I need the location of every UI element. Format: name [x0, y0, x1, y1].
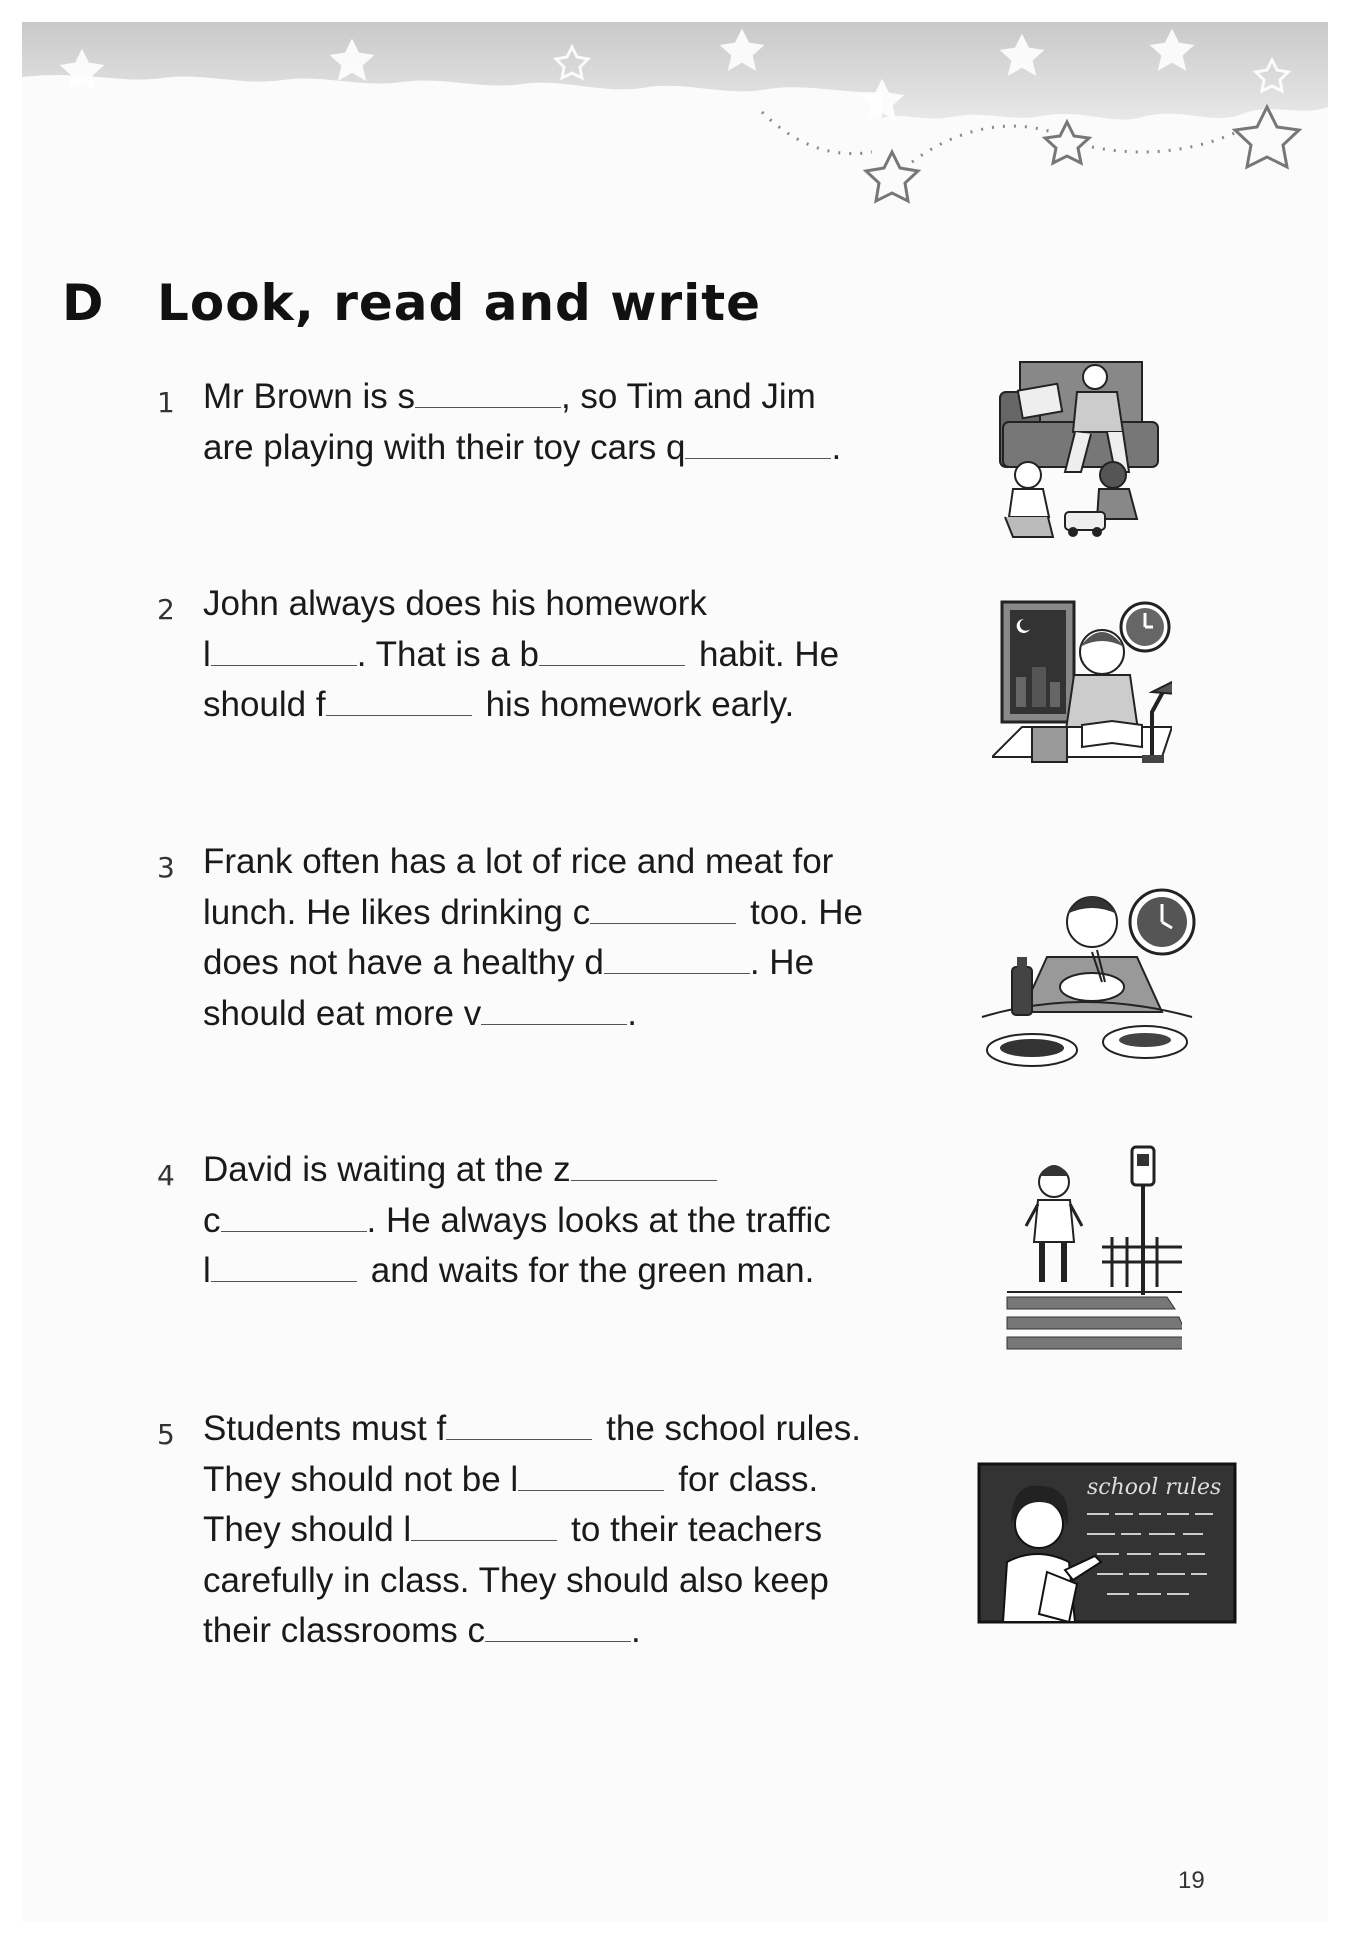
question-line: carefully in class. They should also keep — [203, 1560, 829, 1600]
question-line: David is waiting at the z — [203, 1145, 943, 1196]
question-line: John always does his homework — [203, 584, 707, 623]
answer-blank[interactable] — [571, 1150, 717, 1181]
question-line: Frank often has a lot of rice and meat for — [203, 842, 834, 881]
question-line: are playing with their toy cars q . — [203, 427, 842, 467]
worksheet-page — [22, 22, 1328, 1922]
question-number: 4 — [157, 1159, 175, 1192]
question-line: l and waits for the green man. — [203, 1251, 815, 1290]
question-number: 1 — [157, 386, 175, 419]
answer-blank[interactable] — [685, 428, 831, 459]
question-1 — [157, 372, 937, 482]
question-line: their classrooms c . — [203, 1611, 641, 1650]
question-line: l . That is a b habit. He — [203, 634, 840, 674]
question-line: Mr Brown is s , so Tim and Jim — [203, 377, 816, 416]
question-line: c . He always looks at the traffic — [203, 1200, 831, 1240]
answer-blank[interactable] — [411, 1510, 557, 1541]
answer-blank[interactable] — [446, 1409, 592, 1440]
question-line: does not have a healthy d . He — [203, 943, 815, 982]
teacher-school-rules-board-icon — [977, 1462, 1237, 1624]
answer-blank[interactable] — [211, 1251, 357, 1282]
answer-blank[interactable] — [485, 1611, 631, 1642]
board-title: school rules — [1087, 1475, 1222, 1500]
answer-blank[interactable] — [221, 1201, 367, 1232]
section-letter: D — [62, 274, 104, 332]
answer-blank[interactable] — [539, 635, 685, 666]
answer-blank[interactable] — [590, 893, 736, 924]
question-line: lunch. He likes drinking c too. He — [203, 892, 863, 932]
question-3 — [157, 837, 937, 1047]
question-line: should f his homework early. — [203, 685, 795, 724]
answer-blank[interactable] — [481, 994, 627, 1025]
answer-blank[interactable] — [518, 1460, 664, 1491]
boy-eating-lunch-icon — [977, 862, 1197, 1072]
boy-at-zebra-crossing-icon — [1002, 1142, 1182, 1372]
question-4 — [157, 1145, 937, 1305]
answer-blank[interactable] — [604, 943, 750, 974]
question-2 — [157, 579, 937, 739]
question-line: should eat more v . — [203, 993, 637, 1033]
answer-blank[interactable] — [326, 685, 472, 716]
page-number: 19 — [1178, 1867, 1205, 1894]
question-line: They should not be l for class. — [203, 1459, 819, 1499]
question-number: 3 — [157, 851, 175, 884]
answer-blank[interactable] — [415, 377, 561, 408]
stars-cloud-banner-icon — [22, 22, 1328, 222]
question-5 — [157, 1404, 937, 1664]
question-number: 2 — [157, 593, 175, 626]
boy-doing-homework-at-night-icon — [992, 597, 1172, 769]
question-number: 5 — [157, 1418, 175, 1451]
question-line: They should l to their teachers — [203, 1510, 823, 1549]
section-title: Look, read and write — [157, 274, 762, 332]
question-line: Students must f the school rules. — [203, 1409, 862, 1448]
father-sleeping-children-playing-icon — [995, 357, 1167, 542]
answer-blank[interactable] — [211, 635, 357, 666]
